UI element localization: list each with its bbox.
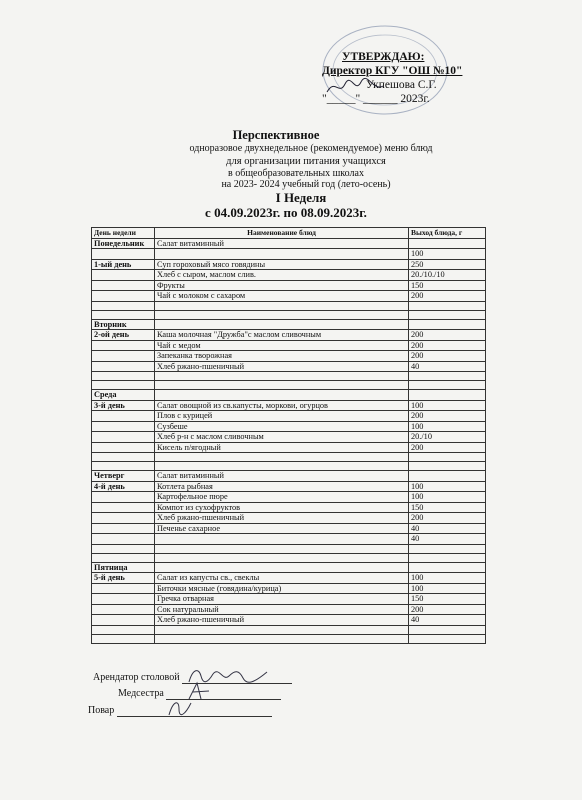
yield-cell: 200 [409,513,486,524]
sig-tenant-label: Арендатор столовой [93,672,180,683]
day-cell [92,351,155,362]
approval-title: УТВЕРЖДАЮ: [342,51,425,63]
yield-cell [409,319,486,330]
day-cell [92,432,155,443]
dish-cell [155,390,409,401]
yield-cell: 100 [409,583,486,594]
yield-cell [409,544,486,553]
yield-cell [409,372,486,381]
day-cell: Четверг [92,471,155,482]
day-cell [92,411,155,422]
yield-cell: 200 [409,411,486,422]
table-row [92,502,486,513]
table-row [92,301,486,310]
table-row [92,453,486,462]
day-cell: 3-й день [92,400,155,411]
table-row [92,553,486,562]
dish-cell: Салат витаминный [155,238,409,249]
table-row [92,351,486,362]
day-cell [92,340,155,351]
day-cell [92,544,155,553]
dish-cell [155,625,409,634]
day-cell [92,553,155,562]
dish-cell: Чай с молоком с сахаром [155,291,409,302]
yield-cell: 100 [409,249,486,260]
header-yield: Выход блюда, г [409,228,486,239]
day-cell [92,583,155,594]
day-cell [92,361,155,372]
yield-cell: 200 [409,330,486,341]
yield-cell: 100 [409,492,486,503]
table-row [92,471,486,482]
header-day: День недели [92,228,155,239]
table-row [92,534,486,545]
day-cell [92,421,155,432]
day-cell: Вторник [92,319,155,330]
yield-cell: 20./10./10 [409,270,486,281]
day-cell [92,534,155,545]
table-row [92,421,486,432]
yield-cell [409,462,486,471]
day-cell [92,453,155,462]
dish-cell: Кисель п/ягодный [155,442,409,453]
doc-title: Перспективное [232,128,320,142]
dish-cell: Плов с курицей [155,411,409,422]
day-cell [92,634,155,643]
yield-cell: 200 [409,351,486,362]
day-cell [92,381,155,390]
table-row [92,615,486,626]
dish-cell [155,544,409,553]
sig-cook-label: Повар [88,705,115,716]
table-row [92,400,486,411]
day-cell [92,291,155,302]
table-row [92,390,486,401]
dish-cell: Каша молочная "Дружба"с маслом сливочным [155,330,409,341]
day-cell [92,625,155,634]
day-cell [92,270,155,281]
day-cell [92,523,155,534]
day-cell: 2-ой день [92,330,155,341]
yield-cell [409,453,486,462]
day-cell [92,502,155,513]
yield-cell [409,310,486,319]
day-cell: 1-ый день [92,259,155,270]
yield-cell [409,553,486,562]
dish-cell: Хлеб ржано-пшеничный [155,615,409,626]
director-signature [325,76,385,98]
day-cell: Понедельник [92,238,155,249]
dish-cell: Компот из сухофруктов [155,502,409,513]
day-cell [92,301,155,310]
day-cell [92,372,155,381]
table-row [92,583,486,594]
yield-cell: 100 [409,421,486,432]
dish-cell: Биточки мясные (говядина/курица) [155,583,409,594]
week-label: I Неделя [275,190,327,205]
dish-cell: Суп гороховый мясо говядины [155,259,409,270]
yield-cell: 200 [409,291,486,302]
dish-cell: Котлета рыбная [155,481,409,492]
day-cell: Пятница [92,562,155,573]
day-cell [92,442,155,453]
yield-cell: 150 [409,502,486,513]
dish-cell: Хлеб ржано-пшеничный [155,513,409,524]
cook-signature [165,697,195,717]
dish-cell: Хлеб р-н с маслом сливочным [155,432,409,443]
header-name: Наименование блюд [155,228,409,239]
dish-cell: Картофельное пюре [155,492,409,503]
table-header-row [92,228,486,239]
table-row [92,372,486,381]
yield-cell [409,634,486,643]
table-row [92,625,486,634]
yield-cell: 150 [409,594,486,605]
table-row [92,462,486,471]
table-row [92,291,486,302]
day-cell [92,513,155,524]
approval-name: Укпешова С.Г. [366,79,437,91]
day-cell: 5-й день [92,573,155,584]
dish-cell: Салат из капусты св., свеклы [155,573,409,584]
dish-cell: Гречка отварная [155,594,409,605]
yield-cell: 40 [409,361,486,372]
dish-cell: Запеканка творожная [155,351,409,362]
yield-cell [409,238,486,249]
yield-cell: 40 [409,523,486,534]
dish-cell [155,534,409,545]
dish-cell: Салат витаминный [155,471,409,482]
dish-cell [155,634,409,643]
yield-cell: 40 [409,534,486,545]
table-row [92,270,486,281]
dish-cell: Печенье сахарное [155,523,409,534]
table-row [92,634,486,643]
date-range: с 04.09.2023г. по 08.09.2023г. [205,205,367,220]
dish-cell [155,381,409,390]
day-cell: Среда [92,390,155,401]
day-cell [92,492,155,503]
table-row [92,381,486,390]
approval-date: "_____" ______ 2023г. [322,93,430,105]
day-cell [92,462,155,471]
doc-subtitle-1: одноразовое двухнедельное (рекомендуемое) меню блюд [189,143,433,154]
dish-cell [155,553,409,562]
table-row [92,330,486,341]
day-cell [92,280,155,291]
yield-cell: 200 [409,340,486,351]
table-row [92,604,486,615]
dish-cell [155,310,409,319]
dish-cell: Фрукты [155,280,409,291]
doc-subtitle-4: на 2023- 2024 учебный год (лето-осень) [221,179,391,190]
dish-cell: Сок натуральный [155,604,409,615]
table-row [92,411,486,422]
table-row [92,340,486,351]
yield-cell: 100 [409,400,486,411]
yield-cell: 200 [409,442,486,453]
yield-cell: 150 [409,280,486,291]
table-row [92,523,486,534]
dish-cell [155,453,409,462]
yield-cell [409,562,486,573]
dish-cell: Хлеб ржано-пшеничный [155,361,409,372]
dish-cell: Сузбеше [155,421,409,432]
table-row [92,573,486,584]
table-row [92,481,486,492]
dish-cell: Чай с медом [155,340,409,351]
menu-table [91,227,486,644]
table-row [92,442,486,453]
yield-cell: 200 [409,604,486,615]
table-row [92,492,486,503]
table-row [92,310,486,319]
approval-position: Директор КГУ "ОШ №10" [322,65,463,77]
day-cell [92,594,155,605]
yield-cell [409,625,486,634]
table-row [92,238,486,249]
day-cell [92,249,155,260]
day-cell [92,604,155,615]
table-row [92,513,486,524]
dish-cell: Хлеб с сыром, маслом слив. [155,270,409,281]
day-cell [92,310,155,319]
yield-cell: 40 [409,615,486,626]
day-cell: 4-й день [92,481,155,492]
yield-cell: 100 [409,481,486,492]
yield-cell [409,471,486,482]
dish-cell [155,562,409,573]
table-row [92,562,486,573]
doc-subtitle-3: в общеобразовательных школах [228,168,364,179]
dish-cell: Салат овощной из св.капусты, моркови, огурцов [155,400,409,411]
dish-cell [155,319,409,330]
dish-cell [155,372,409,381]
dish-cell [155,301,409,310]
yield-cell: 20./10 [409,432,486,443]
dish-cell [155,462,409,471]
table-row [92,319,486,330]
yield-cell: 250 [409,259,486,270]
table-row [92,432,486,443]
table-row [92,544,486,553]
yield-cell [409,301,486,310]
table-row [92,249,486,260]
table-row [92,361,486,372]
doc-subtitle-2: для организации питания учащихся [226,156,386,167]
dish-cell [155,249,409,260]
table-row [92,259,486,270]
table-row [92,280,486,291]
yield-cell [409,390,486,401]
sig-nurse-label: Медсестра [118,688,164,699]
yield-cell [409,381,486,390]
yield-cell: 100 [409,573,486,584]
day-cell [92,615,155,626]
table-row [92,594,486,605]
